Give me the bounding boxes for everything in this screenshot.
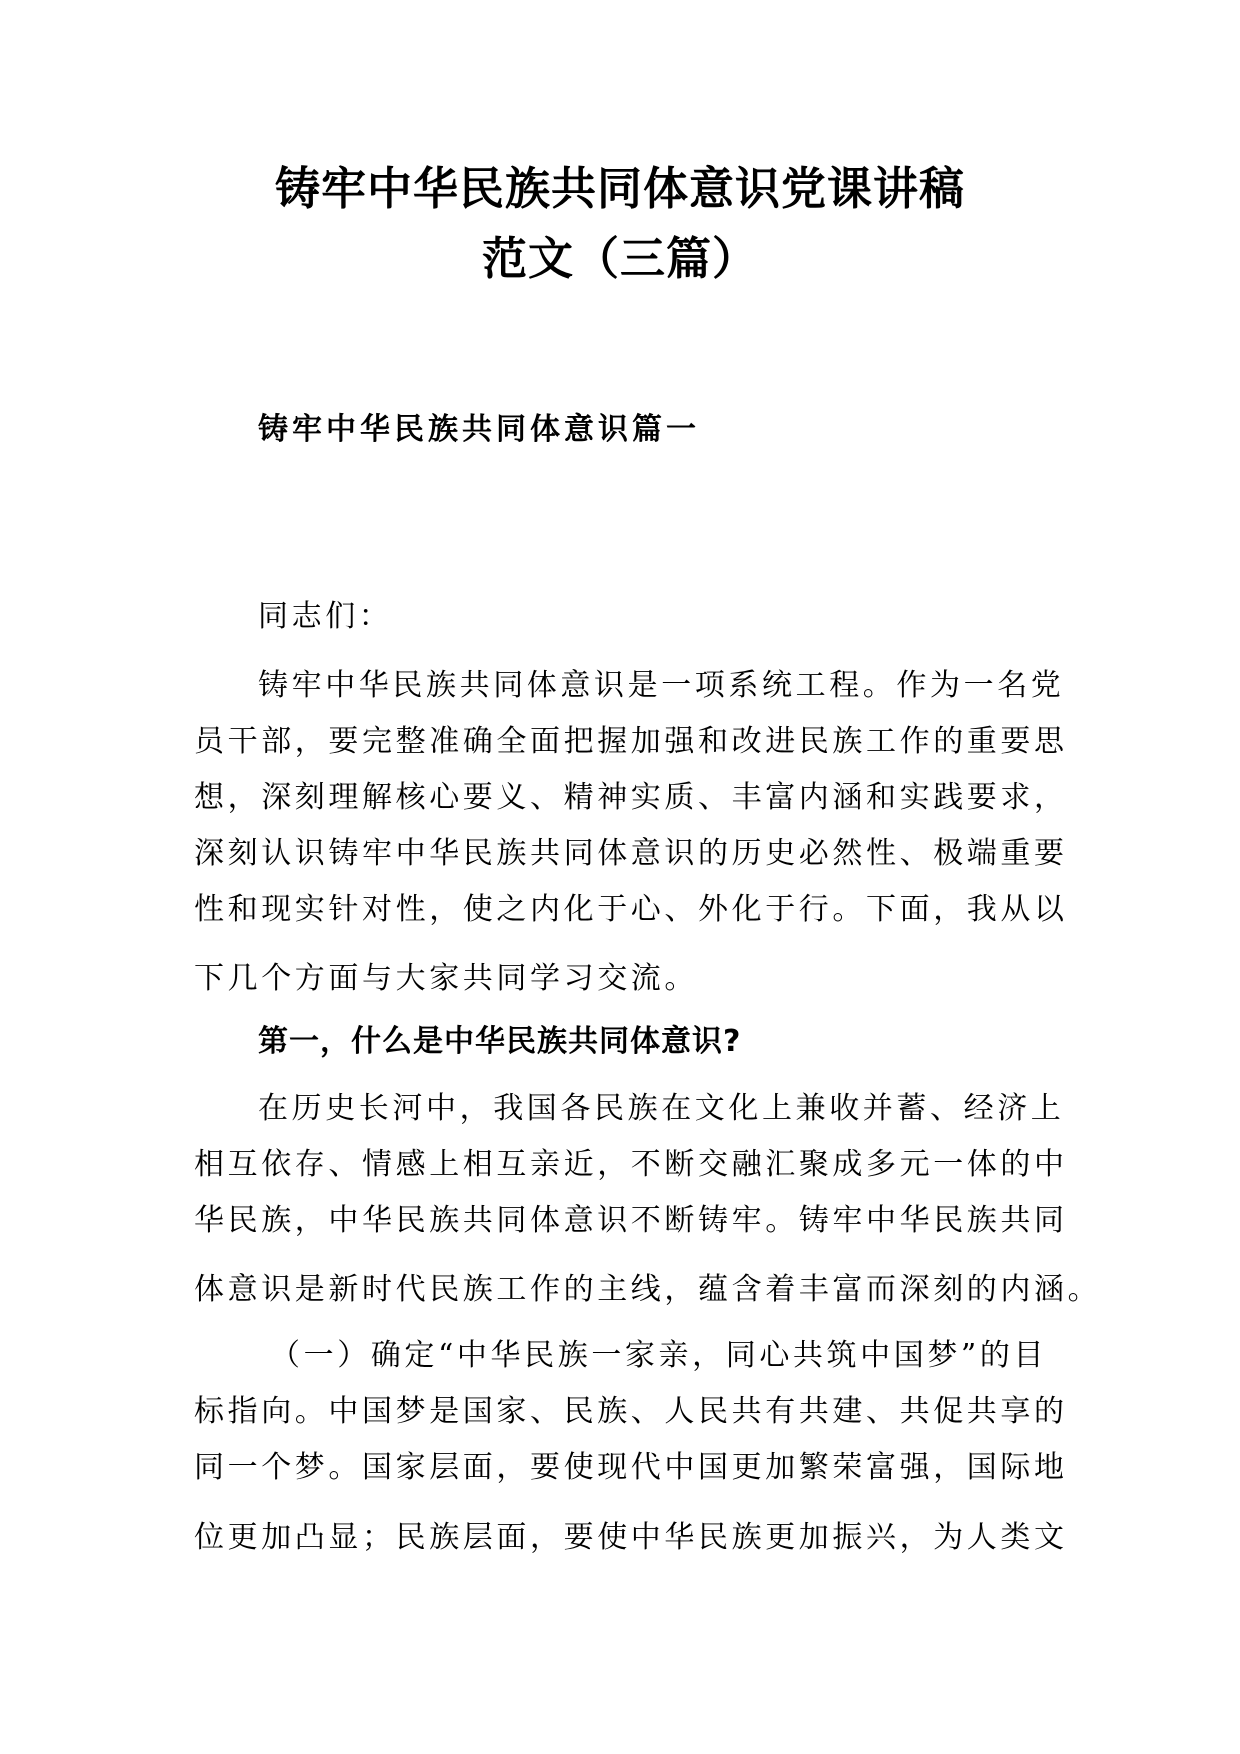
sub1-line: （一）确定“中华民族一家亲，同心共筑中国梦”的目 bbox=[270, 1338, 1048, 1373]
section-heading: 铸牢中华民族共同体意识篇一 bbox=[258, 412, 700, 447]
document-title-line-2: 范文（三篇） bbox=[481, 232, 758, 285]
sub1-line: 同一个梦。国家层面，要使现代中国更加繁荣富强，国际地 bbox=[194, 1450, 1068, 1485]
part1-line: 体意识是新时代民族工作的主线，蕴含着丰富而深刻的内涵。 bbox=[194, 1272, 1102, 1307]
sub1-line: 位更加凸显；民族层面，要使中华民族更加振兴，为人类文 bbox=[194, 1520, 1068, 1555]
intro-line: 想，深刻理解核心要义、精神实质、丰富内涵和实践要求， bbox=[194, 780, 1068, 815]
intro-line: 深刻认识铸牢中华民族共同体意识的历史必然性、极端重要 bbox=[194, 836, 1068, 871]
part1-line: 华民族，中华民族共同体意识不断铸牢。铸牢中华民族共同 bbox=[194, 1203, 1068, 1238]
part1-line: 在历史长河中，我国各民族在文化上兼收并蓄、经济上 bbox=[258, 1091, 1065, 1126]
salutation: 同志们： bbox=[258, 599, 393, 634]
sub1-line: 标指向。中国梦是国家、民族、人民共有共建、共促共享的 bbox=[194, 1394, 1068, 1429]
intro-line: 性和现实针对性，使之内化于心、外化于行。下面，我从以 bbox=[194, 892, 1068, 927]
intro-line: 下几个方面与大家共同学习交流。 bbox=[194, 961, 698, 996]
part1-line: 相互依存、情感上相互亲近，不断交融汇聚成多元一体的中 bbox=[194, 1147, 1068, 1182]
part1-heading: 第一，什么是中华民族共同体意识? bbox=[258, 1024, 742, 1059]
intro-line: 铸牢中华民族共同体意识是一项系统工程。作为一名党 bbox=[258, 668, 1065, 703]
intro-line: 员干部，要完整准确全面把握加强和改进民族工作的重要思 bbox=[194, 724, 1068, 759]
document-title-line-1: 铸牢中华民族共同体意识党课讲稿 bbox=[274, 162, 965, 215]
